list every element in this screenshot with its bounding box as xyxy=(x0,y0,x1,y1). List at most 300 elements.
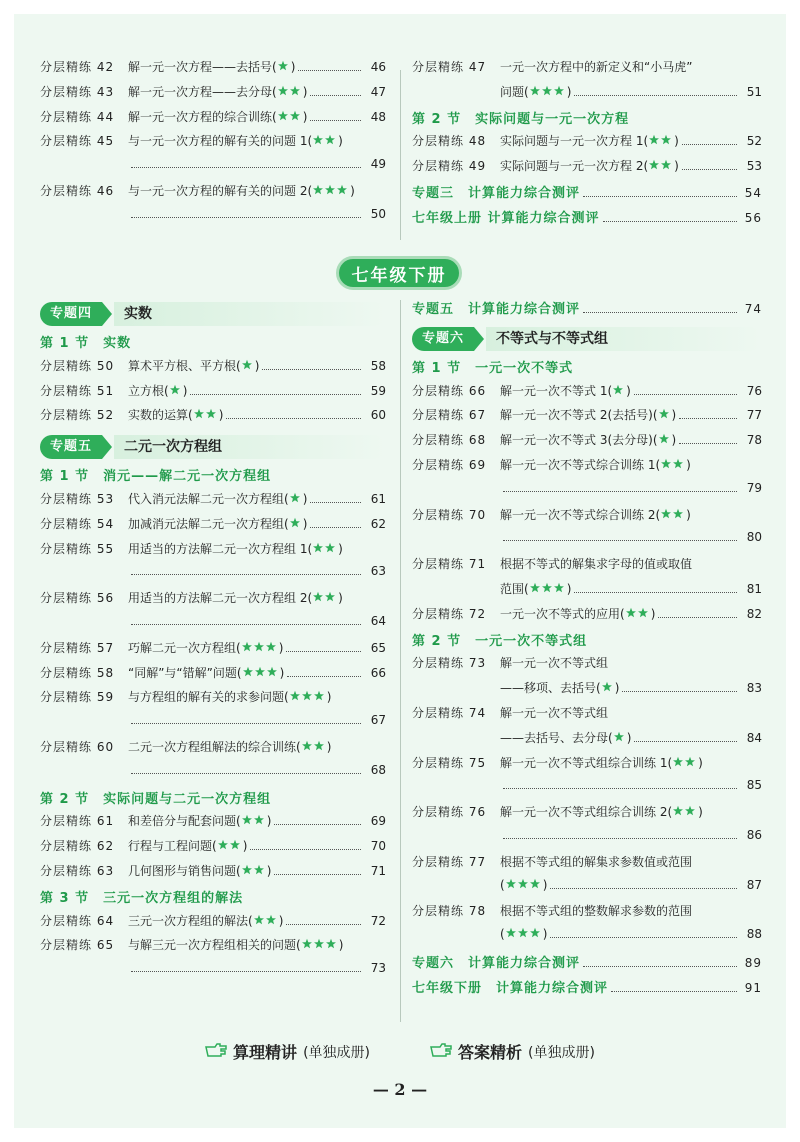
entry-title xyxy=(128,688,386,705)
entry-continuation xyxy=(412,679,762,704)
difficulty-stars xyxy=(253,914,284,928)
entry-title xyxy=(128,58,364,75)
section-page: 54 xyxy=(744,185,762,200)
entry-title xyxy=(128,515,364,532)
stars-close: ) xyxy=(698,755,703,770)
entry-title-text: 算术平方根、平方根( xyxy=(128,358,241,373)
stars-close: ) xyxy=(279,665,285,680)
section-label: 第 2 节 一元一次不等式组 xyxy=(412,633,588,649)
leader-dots xyxy=(682,144,737,145)
stars-close: ) xyxy=(338,938,344,953)
entry-page: 80 xyxy=(746,530,762,545)
difficulty-stars xyxy=(648,134,679,148)
difficulty-stars xyxy=(658,433,677,447)
toc-entry xyxy=(40,108,386,133)
section-label: 第 1 节 一元一次不等式 xyxy=(412,360,574,376)
entry-category: 分层精练 62 xyxy=(40,839,115,854)
entry-category: 分层精练 46 xyxy=(40,183,115,198)
toc-entry xyxy=(412,132,762,157)
toc-entry xyxy=(40,664,386,689)
entry-title-text: 解一元一次方程——去分母( xyxy=(128,84,277,99)
entry-category: 分层精练 72 xyxy=(412,606,487,621)
stars-close: ) xyxy=(614,681,620,696)
entry-page: 53 xyxy=(746,159,762,174)
entry-title-text: 解一元一次不等式综合训练 1( xyxy=(500,457,661,472)
leader-dots xyxy=(682,169,737,170)
leader-dots xyxy=(550,888,737,889)
leader-dots xyxy=(583,312,737,313)
footer-left-title: 算理精讲 xyxy=(233,1043,298,1062)
difficulty-stars xyxy=(241,864,272,878)
footer-right-sub: (单独成册) xyxy=(528,1044,595,1061)
stars-close: ) xyxy=(302,109,308,124)
entry-page: 85 xyxy=(746,778,762,793)
difficulty-stars xyxy=(242,666,285,680)
toc-top-left xyxy=(40,58,386,232)
entry-title-cont xyxy=(500,729,740,746)
entry-title xyxy=(128,912,364,929)
star-icon xyxy=(660,458,686,469)
difficulty-stars xyxy=(625,607,656,621)
entry-title-text: “同解”与“错解”问题( xyxy=(128,665,242,680)
entry-title xyxy=(128,357,364,374)
difficulty-stars xyxy=(241,641,284,655)
leader-dots xyxy=(503,838,737,839)
toc-entry xyxy=(40,357,386,382)
entry-title-text: 巧解二元一次方程组( xyxy=(128,640,241,655)
toc-entry xyxy=(40,912,386,937)
entry-page: 51 xyxy=(746,84,762,99)
leader-dots xyxy=(131,971,361,972)
stars-close: ) xyxy=(302,516,308,531)
entry-category: 分层精练 68 xyxy=(412,433,487,448)
entry-page: 84 xyxy=(746,730,762,745)
entry-page: 63 xyxy=(370,564,386,579)
stars-close: ) xyxy=(674,159,679,174)
entry-category: 分层精练 48 xyxy=(412,134,487,149)
stars-close: ) xyxy=(686,507,691,522)
section-heading xyxy=(412,977,762,1002)
entry-title xyxy=(128,406,364,423)
star-icon xyxy=(241,864,267,875)
entry-title xyxy=(500,58,762,75)
stars-close: ) xyxy=(338,591,343,606)
entry-category: 分层精练 69 xyxy=(412,457,487,472)
star-icon xyxy=(505,927,543,938)
star-icon xyxy=(613,731,627,742)
stars-close: ) xyxy=(242,839,248,854)
stars-close: ) xyxy=(626,730,632,745)
entry-title-text: 根据不等式的解集求字母的值或取值 xyxy=(500,557,693,572)
entry-title xyxy=(500,382,740,399)
page-number: — 2 — xyxy=(372,1080,428,1099)
entry-title-text: 解一元一次方程的综合训练( xyxy=(128,109,277,124)
stars-close: ) xyxy=(542,927,548,942)
entry-page: 71 xyxy=(370,863,386,878)
entry-title-text: 与一元一次方程的解有关的问题 2( xyxy=(128,183,313,198)
stars-close: ) xyxy=(302,491,308,506)
entry-title-cont xyxy=(500,580,740,597)
star-icon xyxy=(625,607,651,618)
entry-category: 分层精练 56 xyxy=(40,591,115,606)
entry-category: 分层精练 60 xyxy=(40,739,115,754)
entry-category: 分层精练 52 xyxy=(40,408,115,423)
entry-title-text: 解一元一次不等式组 xyxy=(500,705,609,720)
toc-entry xyxy=(412,382,762,407)
toc-entry xyxy=(412,406,762,431)
entry-page: 66 xyxy=(370,665,386,680)
leader-dots xyxy=(583,196,737,197)
entry-title xyxy=(128,589,386,606)
entry-continuation xyxy=(412,778,762,803)
toc-bottom-right xyxy=(412,298,762,1002)
leader-dots xyxy=(658,617,737,618)
toc-entry xyxy=(40,406,386,431)
leader-dots xyxy=(622,691,737,692)
entry-page: 77 xyxy=(746,408,762,423)
leader-dots xyxy=(503,540,737,541)
entry-title-text: 一元一次方程中的新定义和“小马虎” xyxy=(500,60,693,74)
entry-title xyxy=(500,605,740,622)
topic-tag: 专题六 xyxy=(412,327,474,351)
leader-dots xyxy=(131,167,361,168)
section-label: 第 3 节 三元一次方程组的解法 xyxy=(40,890,244,906)
section-label: 第 2 节 实际问题与二元一次方程组 xyxy=(40,791,272,807)
entry-title-text: 解一元一次不等式组综合训练 2( xyxy=(500,805,673,820)
footer-left-sub: (单独成册) xyxy=(303,1044,370,1061)
pointing-hand-icon xyxy=(205,1042,227,1062)
difficulty-stars xyxy=(529,85,572,99)
entry-title-text: 解一元一次不等式 3(去分母)( xyxy=(500,433,658,448)
section-heading xyxy=(412,298,762,323)
entry-category: 分层精练 57 xyxy=(40,640,115,655)
topic-title: 不等式与不等式组 xyxy=(486,327,762,351)
entry-title-text: 根据不等式组的整数解求参数的范围 xyxy=(500,904,693,919)
stars-close: ) xyxy=(302,84,308,99)
stars-close: ) xyxy=(542,877,548,892)
toc-entry xyxy=(412,506,762,531)
entry-title-cont-text: 问题( xyxy=(500,84,529,99)
entry-title-text: 解一元一次方程——去括号( xyxy=(128,60,277,74)
difficulty-stars xyxy=(648,159,679,173)
stars-close: ) xyxy=(566,581,572,596)
stars-close: ) xyxy=(650,606,656,621)
entry-category: 分层精练 55 xyxy=(40,541,115,556)
toc-top-right xyxy=(412,58,762,232)
toc-entry xyxy=(412,555,762,580)
entry-title-cont xyxy=(500,927,740,941)
topic-title: 实数 xyxy=(114,302,386,326)
star-icon xyxy=(241,641,279,652)
entry-category: 分层精练 66 xyxy=(412,383,487,398)
section-heading xyxy=(40,332,386,357)
section-heading xyxy=(412,952,762,977)
toc-entry xyxy=(40,58,386,83)
entry-category: 分层精练 47 xyxy=(412,60,487,74)
entry-category: 分层精练 49 xyxy=(412,159,487,174)
entry-title xyxy=(500,132,740,149)
entry-page: 69 xyxy=(370,814,386,829)
entry-page: 68 xyxy=(370,762,386,777)
entry-category: 分层精练 50 xyxy=(40,358,115,373)
footer-right-title: 答案精析 xyxy=(458,1043,523,1062)
difficulty-stars xyxy=(193,408,224,422)
section-heading xyxy=(40,465,386,490)
entry-title-text: 根据不等式组的解集求参数值或范围 xyxy=(500,854,693,869)
leader-dots xyxy=(603,221,737,222)
toc-entry xyxy=(40,182,386,207)
entry-page: 65 xyxy=(370,640,386,655)
leader-dots xyxy=(634,741,737,742)
entry-page: 70 xyxy=(370,839,386,854)
difficulty-stars xyxy=(289,492,308,506)
leader-dots xyxy=(274,874,361,875)
toc-entry xyxy=(40,812,386,837)
section-heading xyxy=(412,630,762,655)
entry-category: 分层精练 75 xyxy=(412,755,487,770)
toc-entry xyxy=(412,704,762,729)
entry-title-text: 三元一次方程组的解法( xyxy=(128,913,253,928)
entry-page: 52 xyxy=(746,134,762,149)
entry-title-text: 一元一次不等式的应用( xyxy=(500,606,625,621)
section-heading xyxy=(40,788,386,813)
section-page: 91 xyxy=(744,980,762,995)
star-icon xyxy=(289,517,303,528)
entry-category: 分层精练 70 xyxy=(412,507,487,522)
section-label: 第 1 节 消元——解二元一次方程组 xyxy=(40,469,272,485)
star-icon xyxy=(289,690,327,701)
topic-header xyxy=(40,433,386,461)
toc-entry xyxy=(40,540,386,565)
difficulty-stars xyxy=(660,458,691,472)
entry-page: 60 xyxy=(370,408,386,423)
topic-tag: 专题四 xyxy=(40,302,102,326)
stars-close: ) xyxy=(218,408,224,423)
section-page: 56 xyxy=(744,210,762,225)
entry-title xyxy=(128,738,386,755)
topic-header xyxy=(40,300,386,328)
entry-title-cont-text: ——移项、去括号( xyxy=(500,681,601,696)
leader-dots xyxy=(574,95,737,96)
toc-entry xyxy=(40,132,386,157)
entry-category: 分层精练 45 xyxy=(40,134,115,149)
leader-dots xyxy=(131,624,361,625)
leader-dots xyxy=(611,991,737,992)
entry-page: 49 xyxy=(370,157,386,172)
column-divider-top xyxy=(400,70,401,240)
leader-dots xyxy=(262,369,361,370)
entry-title xyxy=(500,654,762,671)
stars-close: ) xyxy=(326,690,332,705)
stars-close: ) xyxy=(338,541,343,556)
leader-dots xyxy=(310,95,361,96)
entry-title-text: 与一元一次方程的解有关的问题 1( xyxy=(128,134,313,149)
stars-close: ) xyxy=(182,383,188,398)
difficulty-stars xyxy=(289,517,308,531)
leader-dots xyxy=(131,773,361,774)
entry-title-text: 用适当的方法解二元一次方程组 1( xyxy=(128,541,313,556)
difficulty-stars xyxy=(612,384,631,398)
entry-title-text: 解一元一次不等式 2(去括号)( xyxy=(500,408,658,423)
entry-continuation xyxy=(40,207,386,232)
stars-close: ) xyxy=(566,84,572,99)
difficulty-stars xyxy=(601,681,620,695)
entry-title xyxy=(500,853,762,870)
entry-page: 81 xyxy=(746,581,762,596)
star-icon xyxy=(648,159,674,170)
entry-title xyxy=(128,540,386,557)
section-label: 七年级上册 计算能力综合测评 xyxy=(412,210,600,226)
entry-title xyxy=(500,506,762,523)
section-label: 第 1 节 实数 xyxy=(40,336,132,351)
leader-dots xyxy=(274,824,361,825)
star-icon xyxy=(217,839,243,850)
entry-page: 47 xyxy=(370,84,386,99)
difficulty-stars xyxy=(529,582,572,596)
difficulty-stars xyxy=(658,408,677,422)
difficulty-stars xyxy=(169,384,188,398)
entry-page: 78 xyxy=(746,433,762,448)
star-icon xyxy=(242,666,280,677)
entry-continuation xyxy=(40,157,386,182)
entry-title-cont-text: ( xyxy=(500,877,505,892)
toc-entry xyxy=(412,431,762,456)
entry-continuation xyxy=(40,614,386,639)
entry-title xyxy=(128,83,364,100)
entry-page: 62 xyxy=(370,516,386,531)
entry-category: 分层精练 53 xyxy=(40,491,115,506)
entry-page: 50 xyxy=(370,206,386,221)
section-heading xyxy=(412,357,762,382)
section-heading xyxy=(412,207,762,232)
entry-category: 分层精练 61 xyxy=(40,814,115,829)
star-icon xyxy=(253,914,279,925)
difficulty-stars xyxy=(277,110,308,124)
entry-category: 分层精练 77 xyxy=(412,854,487,869)
star-icon xyxy=(658,433,672,444)
entry-title-cont-text: ——去括号、去分母( xyxy=(500,730,613,745)
difficulty-stars xyxy=(505,878,548,892)
star-icon xyxy=(241,359,255,370)
leader-dots xyxy=(310,502,361,503)
entry-category: 分层精练 42 xyxy=(40,60,115,74)
entry-page: 88 xyxy=(746,927,762,942)
entry-page: 76 xyxy=(746,383,762,398)
entry-page: 73 xyxy=(370,961,386,976)
toc-entry xyxy=(412,605,762,630)
section-label: 七年级下册 计算能力综合测评 xyxy=(412,980,609,996)
entry-category: 分层精练 67 xyxy=(412,408,487,423)
difficulty-stars xyxy=(301,938,344,952)
difficulty-stars xyxy=(277,85,308,99)
leader-dots xyxy=(503,491,737,492)
entry-title xyxy=(500,754,762,771)
entry-category: 分层精练 71 xyxy=(412,557,487,572)
toc-entry xyxy=(40,490,386,515)
star-icon xyxy=(312,542,338,553)
difficulty-stars xyxy=(289,690,332,704)
stars-close: ) xyxy=(290,60,296,74)
toc-bottom-left xyxy=(40,298,386,986)
entry-page: 59 xyxy=(370,383,386,398)
toc-entry xyxy=(412,754,762,779)
star-icon xyxy=(301,938,339,949)
entry-category: 分层精练 64 xyxy=(40,913,115,928)
entry-page: 64 xyxy=(370,613,386,628)
entry-title-text: 与解三元一次方程组相关的问题( xyxy=(128,938,301,953)
leader-dots xyxy=(550,937,737,938)
leader-dots xyxy=(310,527,361,528)
toc-entry xyxy=(412,853,762,878)
difficulty-stars xyxy=(505,927,548,941)
entry-continuation xyxy=(40,763,386,788)
leader-dots xyxy=(574,592,737,593)
section-page: 74 xyxy=(744,302,762,316)
toc-entry xyxy=(40,738,386,763)
leader-dots xyxy=(131,723,361,724)
toc-entry xyxy=(40,936,386,961)
star-icon xyxy=(658,408,672,419)
entry-category: 分层精练 63 xyxy=(40,863,115,878)
difficulty-stars xyxy=(241,814,272,828)
toc-entry xyxy=(40,639,386,664)
entry-title xyxy=(128,862,364,879)
toc-entry xyxy=(40,382,386,407)
entry-page: 58 xyxy=(370,358,386,373)
star-icon xyxy=(277,60,291,71)
difficulty-stars xyxy=(613,731,632,745)
difficulty-stars xyxy=(277,60,296,74)
entry-category: 分层精练 76 xyxy=(412,805,487,820)
leader-dots xyxy=(190,394,361,395)
entry-title-cont xyxy=(500,878,740,892)
star-icon xyxy=(241,814,267,825)
entry-page: 86 xyxy=(746,827,762,842)
entry-title xyxy=(128,936,386,953)
entry-title-text: 立方根( xyxy=(128,383,169,398)
toc-entry xyxy=(40,589,386,614)
leader-dots xyxy=(131,217,361,218)
toc-entry xyxy=(412,654,762,679)
star-icon xyxy=(612,384,626,395)
entry-title-text: 解一元一次不等式组 xyxy=(500,656,609,671)
entry-title-text: 解一元一次不等式组综合训练 1( xyxy=(500,755,673,770)
entry-title xyxy=(128,490,364,507)
stars-close: ) xyxy=(254,358,260,373)
entry-continuation xyxy=(412,729,762,754)
toc-entry xyxy=(412,902,762,927)
toc-entry xyxy=(40,862,386,887)
section-heading xyxy=(412,182,762,207)
section-page: 89 xyxy=(744,955,762,970)
difficulty-stars xyxy=(312,542,343,556)
star-icon xyxy=(193,408,219,419)
difficulty-stars xyxy=(312,134,343,148)
entry-title xyxy=(500,406,740,423)
entry-continuation xyxy=(412,878,762,903)
entry-title-text: 与方程组的解有关的求参问题( xyxy=(128,690,289,705)
entry-page: 48 xyxy=(370,109,386,124)
star-icon xyxy=(312,134,338,145)
entry-title xyxy=(128,132,386,149)
star-icon xyxy=(312,184,350,195)
entry-page: 79 xyxy=(746,480,762,495)
grade-banner: 七年级下册 xyxy=(336,256,462,290)
leader-dots xyxy=(226,418,361,419)
stars-close: ) xyxy=(671,408,677,423)
stars-close: ) xyxy=(698,805,703,820)
entry-continuation xyxy=(412,828,762,853)
